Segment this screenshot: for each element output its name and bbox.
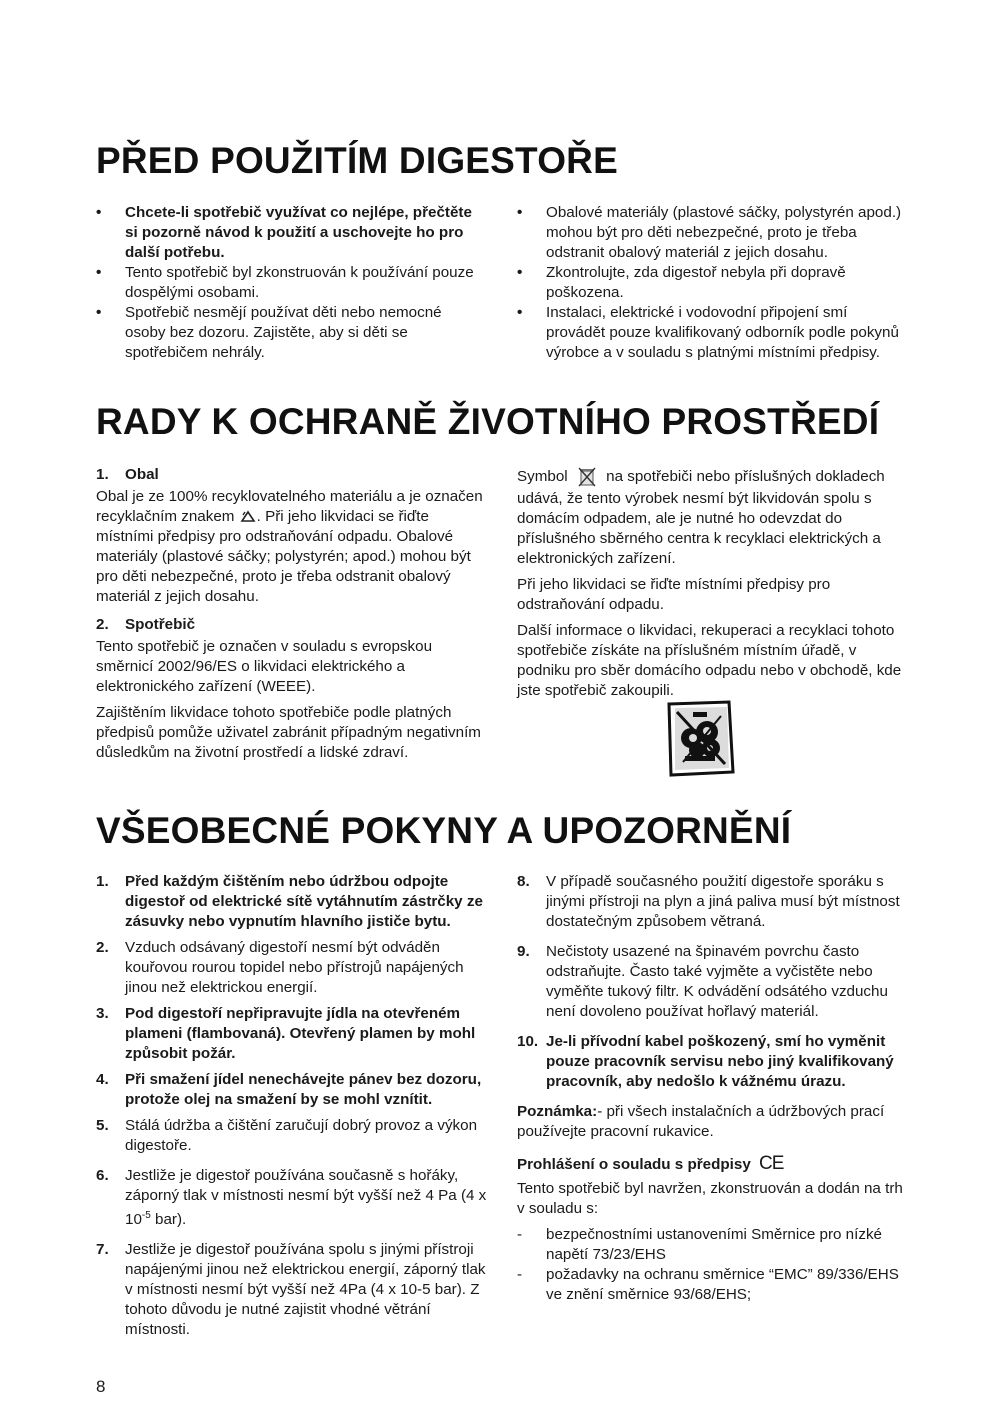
conformity-item [517, 1225, 909, 1265]
appliance-paragraph-1: Tento spotřebič je označen v souladu s evropskou směrnicí 2002/96/ES o likvidaci elektrického a elektronického zařízení (WEEE). [96, 638, 433, 695]
exponent: -5 [141, 1210, 151, 1221]
section-title-environment: RADY K OCHRANĚ ŽIVOTNÍHO PROSTŘEDÍ [96, 401, 880, 442]
bullet-item: • Spotřebič nesmějí používat děti nebo nemocné osoby bez dozoru. Zajistěte, aby si děti se spotřebičem nehrály. [96, 303, 486, 363]
dash-marker: - [517, 1266, 523, 1283]
item-text: Před každým čištěním nebo údržbou odpojte digestoř od elektrické sítě vytáhnutím zástrčky ze zásuvky nebo vypnutím hlavního jističe bytu. [125, 873, 483, 930]
conformity-item [517, 1265, 909, 1305]
item-number: 7. [96, 1241, 109, 1259]
recycle-icon [239, 510, 257, 524]
item-number: 1. [96, 466, 109, 483]
item-number: 4. [96, 1071, 109, 1088]
item-title: Spotřebič [125, 616, 196, 633]
note-paragraph [517, 1102, 909, 1142]
conformity-heading [517, 1154, 909, 1175]
item-number: 9. [517, 943, 530, 960]
dash-marker: - [517, 1226, 523, 1243]
conformity-item-text: bezpečnostními ustanoveními Směrnice pro nízké napětí 73/23/EHS [546, 1226, 882, 1263]
packaging-paragraph [96, 487, 488, 607]
bullet-item: • Tento spotřebič byl zkonstruován k používání pouze dospělými osobami. [96, 263, 486, 303]
environment-right-column [517, 465, 909, 707]
item-number: 6. [96, 1167, 109, 1184]
numbered-item [96, 1070, 488, 1110]
item-text: Je-li přívodní kabel poškozený, smí ho vyměnit pouze pracovník servisu nebo jiný kvalifikovaný pracovník, aby nedošlo k vážnému úrazu. [546, 1033, 894, 1090]
item-title: Obal [125, 466, 159, 483]
item-text-end: bar). [150, 1211, 187, 1229]
item-text: Nečistoty usazené na špinavém povrchu často odstraňujte. Často také vyjměte a vyčistěte nebo vyměňte tukový filtr. K odvádění odsátého vzduchu není dovoleno používat hořlavý materiál. [546, 943, 888, 1020]
numbered-item [96, 872, 488, 932]
conformity-item-text: požadavky na ochranu směrnice “EMC” 89/336/EHS ve znění směrnice 93/68/EHS; [546, 1266, 899, 1303]
weee-crossed-bin-icon [663, 698, 737, 778]
note-text: - při všech instalačních a údržbových prací používejte pracovní rukavice. [517, 1103, 885, 1140]
bullet-item: • Zkontrolujte, zda digestoř nebyla při dopravě poškozena. [517, 263, 909, 303]
numbered-item [517, 1032, 909, 1092]
numbered-item [517, 942, 909, 1022]
numbered-item [96, 1166, 488, 1230]
item-number: 8. [517, 873, 530, 890]
instructions-right-column [517, 872, 909, 1305]
item-number: 1. [96, 873, 109, 890]
symbol-text-start: Symbol [517, 468, 568, 486]
section-title-general-instructions: VŠEOBECNÉ POKYNY A UPOZORNĚNÍ [96, 810, 792, 851]
information-paragraph: Další informace o likvidaci, rekuperaci a recyklaci tohoto spotřebiče získáte na příslušném místním úřadě, v podniku pro sběr domácího odpadu nebo v obchodě, kde jste spotřebič zakoupili. [517, 622, 902, 699]
numbered-item [96, 1004, 488, 1064]
item-text: Vzduch odsávaný digestoří nesmí být odváděn kouřovou rourou topidel nebo přístrojů napájených jinou než elektrickou energií. [125, 939, 464, 996]
environment-left-column [96, 465, 488, 769]
item-text: Při smažení jídel nenechávejte pánev bez dozoru, protože olej na smažení by se mohl vznítit. [125, 1071, 482, 1108]
numbered-item [96, 1240, 488, 1340]
item-text: V případě současného použití digestoře sporáku s jinými přístroji na plyn a jiná paliva musí být místnost dostatečným způsobem větraná. [546, 873, 900, 930]
conformity-intro: Tento spotřebič byl navržen, zkonstruován a dodán na trh v souladu s: [517, 1180, 903, 1217]
before-use-left-column [96, 203, 486, 363]
symbol-text-end: na spotřebiči nebo příslušných dokladech udává, že tento výrobek nesmí být likvidován spolu s domácím odpadem, ale je nutné ho odevzdat do příslušného sběrného centra k recyklaci elektrických a elektronických zařízení. [517, 468, 885, 567]
note-label: Poznámka: [517, 1103, 598, 1120]
numbered-item [96, 938, 488, 998]
section-title-before-use: PŘED POUŽITÍM DIGESTOŘE [96, 140, 618, 181]
numbered-item [517, 872, 909, 932]
item-number: 5. [96, 1117, 109, 1134]
bullet-item: • Instalaci, elektrické i vodovodní připojení smí provádět pouze kvalifikovaný odborník podle pokynů výrobce a v souladu s platnými místními předpisy. [517, 303, 909, 363]
item-text: Jestliže je digestoř používána současně s hořáky, záporný tlak v místnosti nesmí být vyšší než 4 Pa (4 x 10 [125, 1167, 487, 1229]
appliance-paragraph-2: Zajištěním likvidace tohoto spotřebiče podle platných předpisů pomůže uživatel zabránit případným negativním důsledkům na životní prostředí a lidské zdraví. [96, 704, 481, 761]
item-number: 2. [96, 616, 109, 633]
instructions-left-column [96, 872, 488, 1346]
item-number: 2. [96, 939, 109, 956]
item-heading-packaging [96, 465, 488, 485]
bullet-item: • Chcete-li spotřebič využívat co nejlépe, přečtěte si pozorně návod k použití a uschovejte ho pro další potřebu. [96, 203, 486, 263]
symbol-paragraph [517, 465, 909, 569]
item-text: Pod digestoří nepřipravujte jídla na otevřeném plameni (flambovaná). Otevřený plamen by mohl způsobit požár. [125, 1005, 476, 1062]
item-heading-appliance [96, 615, 488, 635]
bullet-item: • Obalové materiály (plastové sáčky, polystyrén apod.) mohou být pro děti nebezpečné, proto je třeba odstranit obalový materiál z jejich dosahu. [517, 203, 909, 263]
packaging-text-end: . Při jeho likvidaci se řiďte místními předpisy pro odstraňování odpadu. Obalové materiály (plastové sáčky; polystyrén; apod.) mohou být pro děti nebezpečné, proto je třeba odstranit obalový materiál z jejich dosahu. [96, 508, 471, 605]
item-number: 10. [517, 1033, 539, 1050]
packaging-text-start: Obal je ze 100% recyklovatelného materiálu a je označen recyklačním znakem [96, 488, 483, 525]
numbered-item [96, 1116, 488, 1156]
page-number: 8 [96, 1377, 106, 1396]
item-text: Stálá údržba a čištění zaručují dobrý provoz a výkon digestoře. [125, 1117, 478, 1154]
ce-mark: CE [759, 1153, 784, 1174]
crossed-bin-icon [576, 465, 598, 489]
disposal-paragraph: Při jeho likvidaci se řiďte místními předpisy pro odstraňování odpadu. [517, 576, 831, 613]
item-text: Jestliže je digestoř používána spolu s jinými přístroji napájenými jinou než elektrickou energií, záporný tlak v místnosti nesmí být vyšší než 4Pa (4 x 10-5 bar). Z tohoto důvodu je nutné zajistit vhodné větrání místnosti. [125, 1241, 486, 1339]
before-use-right-column [517, 203, 909, 363]
item-number: 3. [96, 1005, 109, 1022]
conformity-title: Prohlášení o souladu s předpisy [517, 1156, 751, 1173]
